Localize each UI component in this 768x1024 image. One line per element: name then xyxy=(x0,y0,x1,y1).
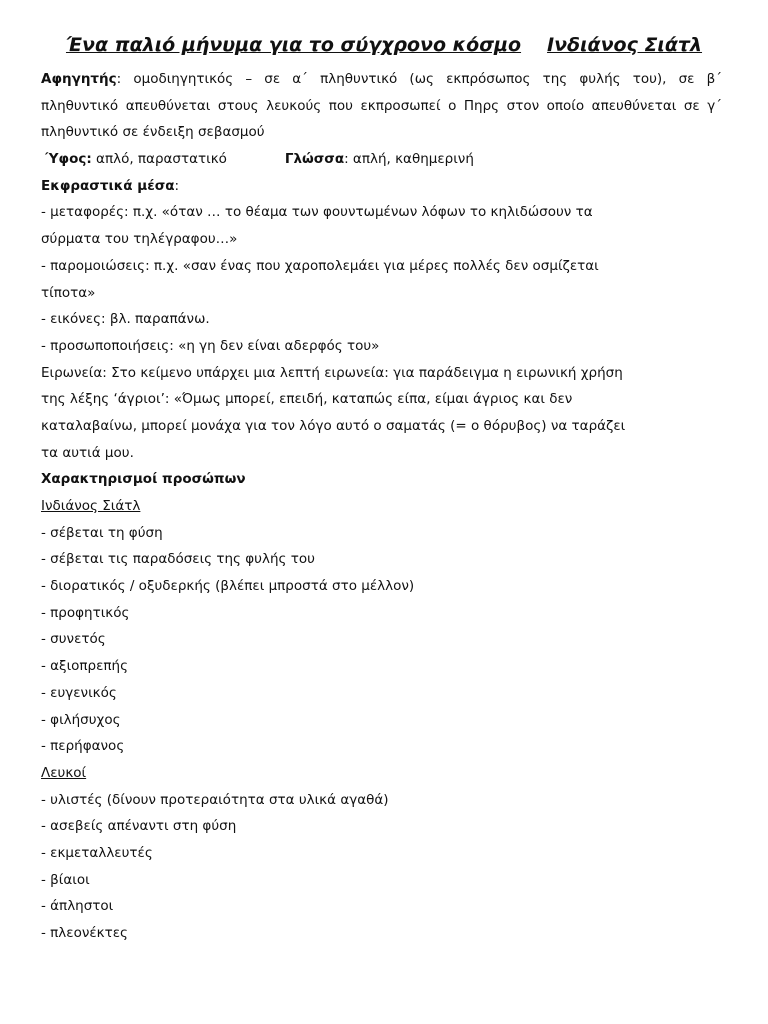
irony-line: Ειρωνεία: Στο κείμενο υπάρχει μια λεπτή ειρωνεία: για παράδειγμα η ειρωνική χρήση xyxy=(41,364,623,381)
list-item: - διορατικός / οξυδερκής (βλέπει μπροστά στο μέλλον) xyxy=(41,578,415,595)
list-item: - αξιοπρεπής xyxy=(41,658,129,675)
devices-heading xyxy=(41,173,722,200)
device-line: - μεταφορές: π.χ. «όταν … το θέαμα των φουντωμένων λόφων το κηλιδώσουν τα xyxy=(41,204,593,221)
narrator-line-2: πληθυντικό απευθύνεται στους λευκούς που εκπροσωπεί ο Πηρς στον οποίο απευθύνεται σε γ΄ xyxy=(41,97,722,114)
list-item: - εκμεταλλευτές xyxy=(41,844,153,861)
style-label: Ύφος: xyxy=(45,151,92,168)
list-item: - συνετός xyxy=(41,631,106,648)
whites-label: Λευκοί xyxy=(41,764,87,781)
narrator-text-1: : ομοδιηγητικός – σε α΄ πληθυντικό (ως εκπρόσωπος της φυλής του), σε β΄ xyxy=(116,71,722,87)
list-item: - άπληστοι xyxy=(41,898,114,915)
title-main: Ένα παλιό μήνυμα για το σύγχρονο κόσμο xyxy=(65,34,522,56)
language-value: : απλή, καθημερινή xyxy=(344,151,474,168)
device-line: σύρματα του τηλέγραφου…» xyxy=(41,231,238,248)
irony-line: καταλαβαίνω, μπορεί μονάχα για τον λόγο αυτό ο σαματάς (= ο θόρυβος) να ταράζει xyxy=(41,417,626,434)
list-item: - σέβεται τη φύση xyxy=(41,524,163,541)
device-line: - προσωποποιήσεις: «η γη δεν είναι αδερφός του» xyxy=(41,337,380,354)
list-item: - σέβεται τις παραδόσεις της φυλής του xyxy=(41,551,315,568)
devices-heading-colon: : xyxy=(174,177,180,194)
list-item: - φιλήσυχος xyxy=(41,711,121,728)
list-item: - προφητικός xyxy=(41,604,130,621)
device-line: - παρομοιώσεις: π.χ. «σαν ένας που χαροπολεμάει για μέρες πολλές δεν οσμίζεται xyxy=(41,257,599,274)
characters-heading: Χαρακτηρισμοί προσώπων xyxy=(41,471,246,488)
indian-label: Ινδιάνος Σιάτλ xyxy=(41,498,141,514)
page-title xyxy=(0,34,768,56)
style-line xyxy=(41,146,722,173)
list-item: - ευγενικός xyxy=(41,684,117,701)
irony-line: της λέξης ‘άγριοι’: «Όμως μπορεί, επειδή, καταπώς είπα, είμαι άγριος και δεν xyxy=(41,391,573,408)
narrator-label: Αφηγητής xyxy=(41,71,117,87)
language-label: Γλώσσα xyxy=(284,151,345,168)
list-item: - ασεβείς απέναντι στη φύση xyxy=(41,818,237,835)
device-line: - εικόνες: βλ. παραπάνω. xyxy=(41,311,210,328)
style-value: απλό, παραστατικό xyxy=(91,151,227,168)
list-item: - βίαιοι xyxy=(41,871,90,888)
list-item: - υλιστές (δίνουν προτεραιότητα στα υλικά αγαθά) xyxy=(41,791,389,808)
indian-label-line xyxy=(41,493,722,520)
devices-heading-text: Εκφραστικά μέσα xyxy=(41,177,175,194)
title-author: Ινδιάνος Σιάτλ xyxy=(547,34,703,56)
document-body xyxy=(41,66,722,947)
irony-line: τα αυτιά μου. xyxy=(41,444,134,461)
narrator-line-3: πληθυντικό σε ένδειξη σεβασμού xyxy=(41,124,265,141)
narrator-line-1 xyxy=(41,66,722,93)
device-line: τίποτα» xyxy=(41,284,96,301)
list-item: - περήφανος xyxy=(41,738,125,755)
list-item: - πλεονέκτες xyxy=(41,925,128,941)
whites-label-line xyxy=(41,760,722,787)
